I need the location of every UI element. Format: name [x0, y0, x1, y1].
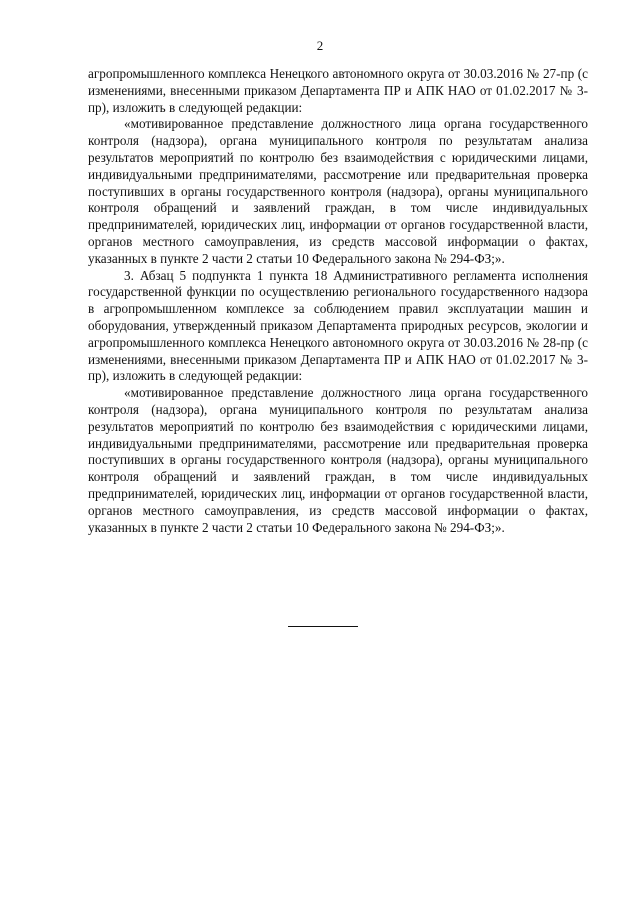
paragraph-quoted-text-1: «мотивированное представление должностного лица органа государственного контроля (надзора), органа муниципального контроля по результатам анализа результатов мероприятий по контролю без взаимодействия с юридическими лицами, индивидуальными предпринимателями, рассмотрение или предварительная проверка поступивших в органы государственного контроля (надзора), органы муниципального контроля обращений и заявлений граждан, в том числе индивидуальных предпринимателей, юридических лиц, информации от органов государственной власти, органов местного самоуправления, из средств массовой информации о фактах, указанных в пункте 2 части 2 статьи 10 Федерального закона № 294-ФЗ;». — [88, 116, 588, 266]
paragraph-item-3: 3. Абзац 5 подпункта 1 пункта 18 Административного регламента исполнения государственной функции по осуществлению регионального государственного надзора в агропромышленном комплексе за соблюдением правил эксплуатации машин и оборудования, утвержденный приказом Департамента природных ресурсов, экологии и агропромышленного комплекса Ненецкого автономного округа от 30.03.2016 № 28-пр (с изменениями, внесенными приказом Департамента ПР и АПК НАО от 01.02.2017 № 3-пр), изложить в следующей редакции: — [88, 267, 588, 384]
paragraph-continuation: агропромышленного комплекса Ненецкого автономного округа от 30.03.2016 № 27-пр (с изменениями, внесенными приказом Департамента ПР и АПК НАО от 01.02.2017 № 3-пр), изложить в следующей редакции: — [88, 66, 588, 115]
paragraph-quoted-text-2: «мотивированное представление должностного лица органа государственного контроля (надзора), органа муниципального контроля по результатам анализа результатов мероприятий по контролю без взаимодействия с юридическими лицами, индивидуальными предпринимателями, рассмотрение или предварительная проверка поступивших в органы государственного контроля (надзора), органы муниципального контроля обращений и заявлений граждан, в том числе индивидуальных предпринимателей, юридических лиц, информации от органов государственной власти, органов местного самоуправления, из средств массовой информации о фактах, указанных в пункте 2 части 2 статьи 10 Федерального закона № 294-ФЗ;». — [88, 385, 588, 535]
end-of-document-line — [288, 626, 358, 627]
page-number: 2 — [316, 38, 324, 53]
document-body — [88, 66, 588, 536]
